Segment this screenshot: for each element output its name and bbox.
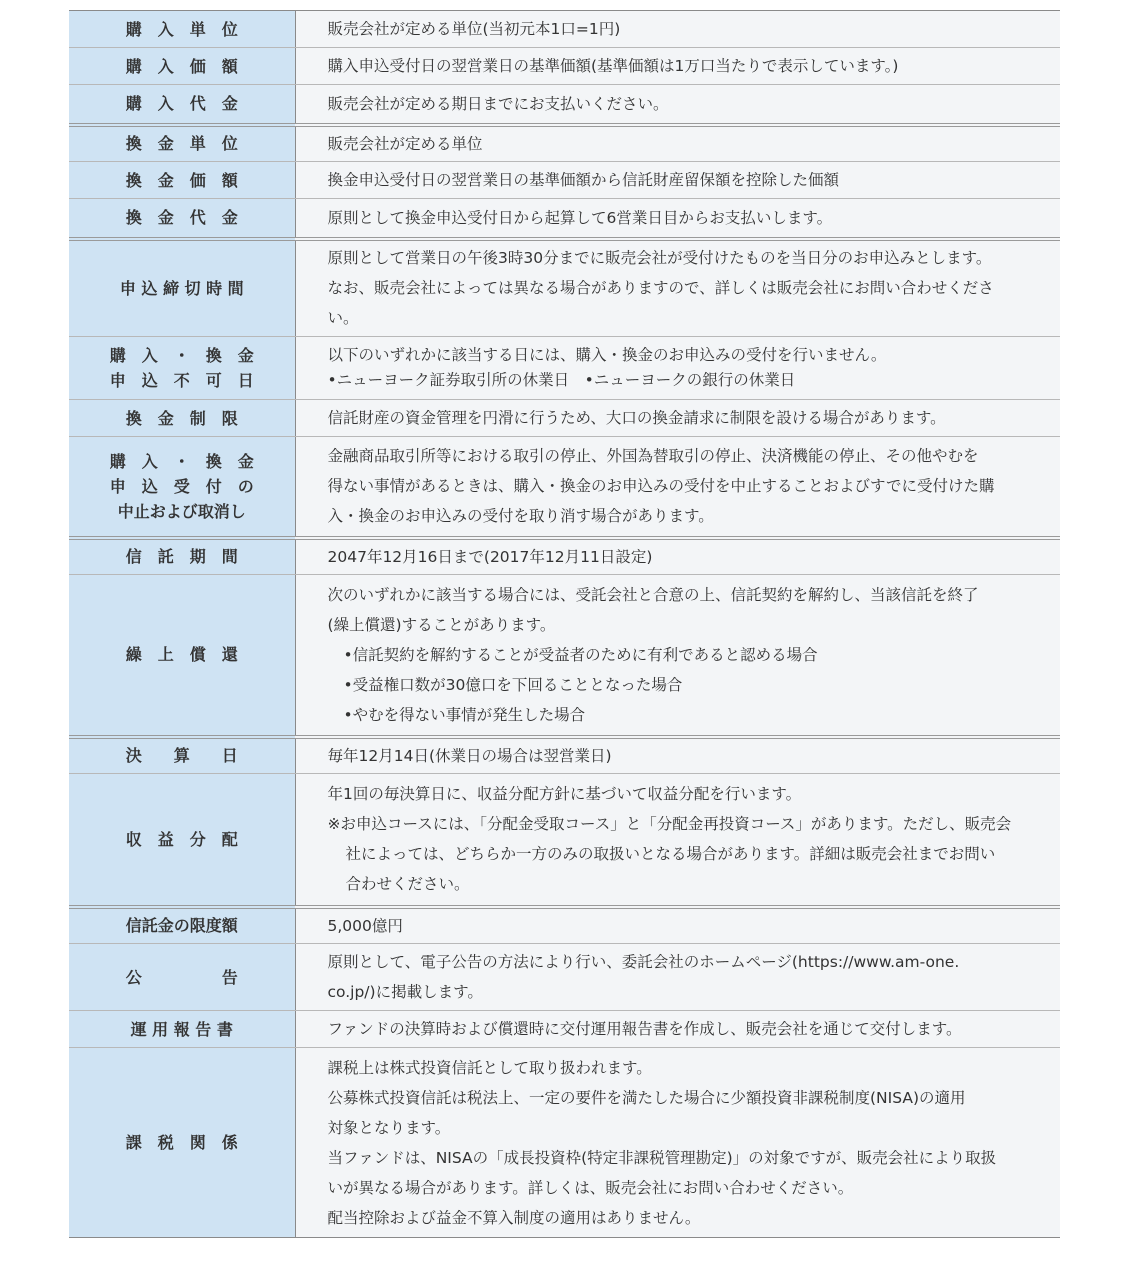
row-value: 原則として、電子公告の方法により行い、委託会社のホームページ(https://www.am-one. co.jp/)に掲載します。 [295,944,1060,1011]
row-taxation [69,1048,1060,1238]
row-label: 購 入 ・ 換 金 申 込 不 可 日 [69,337,295,400]
row-label: 換 金 単 位 [69,125,295,162]
row-value: 購入申込受付日の翌営業日の基準価額(基準価額は1万口当たりで表示しています。) [295,48,1060,85]
row-redemption-price [69,162,1060,199]
row-value: 販売会社が定める単位(当初元本1口=1円) [295,11,1060,48]
row-value: 課税上は株式投資信託として取り扱われます。 公募株式投資信託は税法上、一定の要件を満たした場合に少額投資非課税制度(NISA)の適用 対象となります。 当ファンドは、NISAの「成長投資枠(特定非課税管理勘定)」の対象ですが、販売会社により取扱 いが異なる場合があります。詳しくは、販売会社にお問い合わせください。 配当控除および益金不算入制度の適用はありません。 [295,1048,1060,1238]
row-trust-limit [69,907,1060,944]
row-application-unavailable-days [69,337,1060,400]
row-label: 信 託 期 間 [69,538,295,575]
row-redemption-payment [69,199,1060,239]
row-label: 換 金 価 額 [69,162,295,199]
row-value: 換金申込受付日の翌営業日の基準価額から信託財産留保額を控除した価額 [295,162,1060,199]
row-public-notice [69,944,1060,1011]
row-value: 原則として営業日の午後3時30分までに販売会社が受付けたものを当日分のお申込みとします。 なお、販売会社によっては異なる場合がありますので、詳しくは販売会社にお問い合わせくださ い。 [295,239,1060,337]
row-value: 以下のいずれかに該当する日には、購入・換金のお申込みの受付を行いません。 •ニューヨーク証券取引所の休業日 •ニューヨークの銀行の休業日 [295,337,1060,400]
row-label: 公 告 [69,944,295,1011]
row-redemption-unit [69,125,1060,162]
row-label: 購 入 代 金 [69,85,295,125]
row-settlement-date [69,737,1060,774]
row-label: 購 入 ・ 換 金 申 込 受 付 の 中止および取消し [69,437,295,538]
row-value: 次のいずれかに該当する場合には、受託会社と合意の上、信託契約を解約し、当該信託を終了 (繰上償還)することがあります。 •信託契約を解約することが受益者のために有利であると認める場合 •受益権口数が30億口を下回ることとなった場合 •やむを得ない事情が発生した場合 [295,575,1060,737]
row-value: 毎年12月14日(休業日の場合は翌営業日) [295,737,1060,774]
row-label: 信託金の限度額 [69,907,295,944]
row-value: 販売会社が定める期日までにお支払いください。 [295,85,1060,125]
row-value: 原則として換金申込受付日から起算して6営業日目からお支払いします。 [295,199,1060,239]
row-value: 5,000億円 [295,907,1060,944]
row-purchase-price [69,48,1060,85]
row-value: ファンドの決算時および償還時に交付運用報告書を作成し、販売会社を通じて交付します。 [295,1011,1060,1048]
row-label: 購 入 単 位 [69,11,295,48]
row-label: 課 税 関 係 [69,1048,295,1238]
row-value: 年1回の毎決算日に、収益分配方針に基づいて収益分配を行います。 ※お申込コースには、「分配金受取コース」と「分配金再投資コース」があります。ただし、販売会 社によっては、どちらか一方のみの取扱いとなる場合があります。詳細は販売会社までお問い 合わせください。 [295,774,1060,907]
row-early-redemption [69,575,1060,737]
row-application-deadline [69,239,1060,337]
row-label: 購 入 価 額 [69,48,295,85]
row-label: 繰 上 償 還 [69,575,295,737]
row-value: 信託財産の資金管理を円滑に行うため、大口の換金請求に制限を設ける場合があります。 [295,400,1060,437]
row-label: 収 益 分 配 [69,774,295,907]
row-purchase-payment [69,85,1060,125]
row-label: 運 用 報 告 書 [69,1011,295,1048]
row-value: 金融商品取引所等における取引の停止、外国為替取引の停止、決済機能の停止、その他やむを 得ない事情があるときは、購入・換金のお申込みの受付を中止することおよびすでに受付けた購 入・換金のお申込みの受付を取り消す場合があります。 [295,437,1060,538]
row-value: 2047年12月16日まで(2017年12月11日設定) [295,538,1060,575]
row-value: 販売会社が定める単位 [295,125,1060,162]
row-suspension-cancellation [69,437,1060,538]
fund-summary-table [69,10,1060,1238]
row-redemption-limit [69,400,1060,437]
row-distribution [69,774,1060,907]
row-purchase-unit [69,11,1060,48]
row-trust-period [69,538,1060,575]
row-label: 決 算 日 [69,737,295,774]
row-label: 換 金 制 限 [69,400,295,437]
row-label: 換 金 代 金 [69,199,295,239]
row-label: 申 込 締 切 時 間 [69,239,295,337]
row-management-report [69,1011,1060,1048]
